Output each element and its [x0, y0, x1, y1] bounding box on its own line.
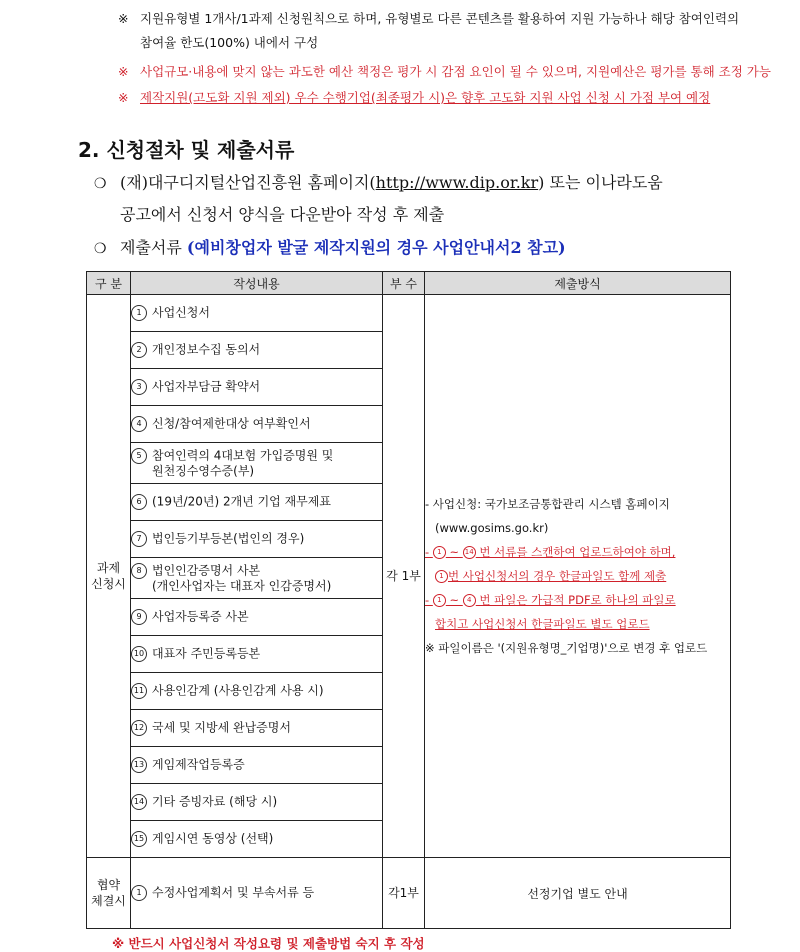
document-item [131, 332, 383, 369]
method-text: 번 서류를 스캔하여 업로드하여야 하며, [475, 545, 676, 559]
method-line-2: (www.gosims.go.kr) [435, 521, 549, 535]
section-title: 2. 신청절차 및 제출서류 [78, 138, 295, 162]
item-text: 사업자부담금 확약서 [152, 379, 261, 394]
category-agreement [87, 858, 131, 929]
method-line-7: ※ 파일이름은 '(지원유형명_기업명)'으로 변경 후 업로드 [425, 641, 708, 655]
method-tilde: ~ [445, 545, 463, 559]
note-mark: ※ [118, 64, 129, 79]
method-text: 번 사업신청서의 경우 한글파일도 함께 제출 [448, 569, 667, 583]
document-item [131, 406, 383, 443]
item-number: 13 [131, 757, 147, 773]
method-tilde: ~ [445, 593, 463, 607]
bullet-1-line2: 공고에서 신청서 양식을 다운받아 작성 후 제출 [120, 205, 445, 224]
item-text: 참여인력의 4대보험 가입증명원 및 [152, 448, 334, 462]
document-item [131, 599, 383, 636]
method-line-5 [425, 588, 730, 612]
header-method: 제출방식 [425, 272, 731, 295]
item-number: 14 [131, 794, 147, 810]
bullet-symbol: ❍ [94, 176, 107, 192]
website-link[interactable]: http://www.dip.or.kr [375, 173, 539, 192]
item-text: 게임제작업등록증 [152, 757, 245, 772]
bullet-1 [94, 170, 663, 197]
bullet-2-prefix: 제출서류 [120, 238, 187, 257]
bullet-1-prefix: (재)대구디지털산업진흥원 홈페이지( [120, 173, 376, 192]
circled-number: 1 [433, 594, 446, 607]
bullet-2-highlight: (예비창업자 발굴 제작지원의 경우 사업안내서2 참고) [186, 238, 566, 257]
category-line: 체결시 [91, 894, 126, 908]
copies-agreement: 각1부 [383, 858, 425, 929]
item-text: 사업자등록증 사본 [152, 609, 249, 624]
item-text: 수정사업계획서 및 부속서류 등 [152, 885, 315, 900]
method-line-1: - 사업신청: 국가보조금통합관리 시스템 홈페이지 [425, 497, 670, 511]
category-application [87, 295, 131, 858]
method-dash: - [425, 593, 433, 607]
method-line-6: 합치고 사업신청서 한글파일도 별도 업로드 [435, 617, 650, 631]
document-item [131, 673, 383, 710]
item-text: 신청/참여제한대상 여부확인서 [152, 416, 311, 431]
note-2-text: 사업규모·내용에 맞지 않는 과도한 예산 책정은 평가 시 감점 요인이 될 수 있으며, 지원예산은 평가를 통해 조정 가능 [140, 64, 771, 79]
document-item [131, 295, 383, 332]
item-text-line2: 원천징수영수증(부) [152, 463, 255, 478]
documents-table [86, 271, 731, 929]
header-category: 구 분 [87, 272, 131, 295]
item-number: 8 [131, 563, 147, 579]
category-line: 협약 [96, 878, 121, 892]
copies-application: 각 1부 [383, 295, 425, 858]
item-number: 6 [131, 494, 147, 510]
circled-number: 1 [435, 570, 448, 583]
item-text: 대표자 주민등록등본 [152, 646, 261, 661]
header-copies: 부 수 [383, 272, 425, 295]
item-number: 9 [131, 609, 147, 625]
note-3-text: 제작지원(고도화 지원 제외) 우수 수행기업(최종평가 시)은 향후 고도화 지원 사업 신청 시 가점 부여 예정 [140, 90, 711, 105]
submission-method [425, 295, 731, 858]
document-item [131, 747, 383, 784]
item-number: 2 [131, 342, 147, 358]
circled-number: 1 [433, 546, 446, 559]
table-row [87, 295, 731, 332]
document-item [131, 484, 383, 521]
document-item [131, 710, 383, 747]
item-text: 게임시연 동영상 (선택) [152, 831, 274, 846]
method-line-3 [425, 540, 730, 564]
item-text: 사용인감계 (사용인감계 사용 시) [152, 683, 324, 698]
item-text: 국세 및 지방세 완납증명서 [152, 720, 291, 735]
item-number: 11 [131, 683, 147, 699]
item-number: 7 [131, 531, 147, 547]
document-item [131, 521, 383, 558]
item-number: 15 [131, 831, 147, 847]
item-number: 12 [131, 720, 147, 736]
document-item [131, 821, 383, 858]
document-item [131, 443, 383, 484]
note-1-line2: 참여율 한도(100%) 내에서 구성 [140, 35, 319, 50]
item-number: 1 [131, 885, 147, 901]
note-1 [118, 10, 760, 52]
method-line-4 [425, 564, 730, 588]
item-number: 5 [131, 448, 147, 464]
item-number: 4 [131, 416, 147, 432]
item-text: 개인정보수집 동의서 [152, 342, 261, 357]
item-number: 10 [131, 646, 147, 662]
bullet-symbol: ❍ [94, 241, 107, 257]
circled-number: 4 [463, 594, 476, 607]
table-row [87, 858, 731, 929]
bullet-2 [94, 235, 566, 262]
item-number: 1 [131, 305, 147, 321]
category-line: 신청시 [91, 577, 126, 591]
category-line: 과제 [96, 561, 121, 575]
header-content: 작성내용 [131, 272, 383, 295]
table-header-row [87, 272, 731, 295]
item-text: 법인인감증명서 사본 [152, 563, 261, 577]
note-mark: ※ [118, 11, 129, 26]
document-item [131, 636, 383, 673]
note-2 [118, 63, 771, 81]
document-item [131, 784, 383, 821]
method-text: 번 파일은 가급적 PDF로 하나의 파일로 [475, 593, 676, 607]
note-mark: ※ [118, 90, 129, 105]
bottom-note: ※ 반드시 사업신청서 작성요령 및 제출방법 숙지 후 작성 [112, 936, 425, 951]
item-text-line2: (개인사업자는 대표자 인감증명서) [152, 578, 332, 593]
item-text: 법인등기부등본(법인의 경우) [152, 531, 305, 546]
item-text: (19년/20년) 2개년 기업 재무제표 [152, 494, 331, 509]
document-item [131, 558, 383, 599]
item-text: 사업신청서 [152, 305, 210, 320]
bullet-1-suffix: ) 또는 이나라도움 [538, 173, 663, 192]
method-dash: - [425, 545, 433, 559]
document-item [131, 858, 383, 929]
note-3 [118, 89, 711, 107]
item-number: 3 [131, 379, 147, 395]
note-1-line1: 지원유형별 1개사/1과제 신청원칙으로 하며, 유형별로 다른 콘텐츠를 활용하여 지원 가능하나 해당 참여인력의 [140, 11, 740, 26]
agreement-method: 선정기업 별도 안내 [425, 858, 731, 929]
document-item [131, 369, 383, 406]
item-text: 기타 증빙자료 (해당 시) [152, 794, 278, 809]
circled-number: 14 [463, 546, 476, 559]
